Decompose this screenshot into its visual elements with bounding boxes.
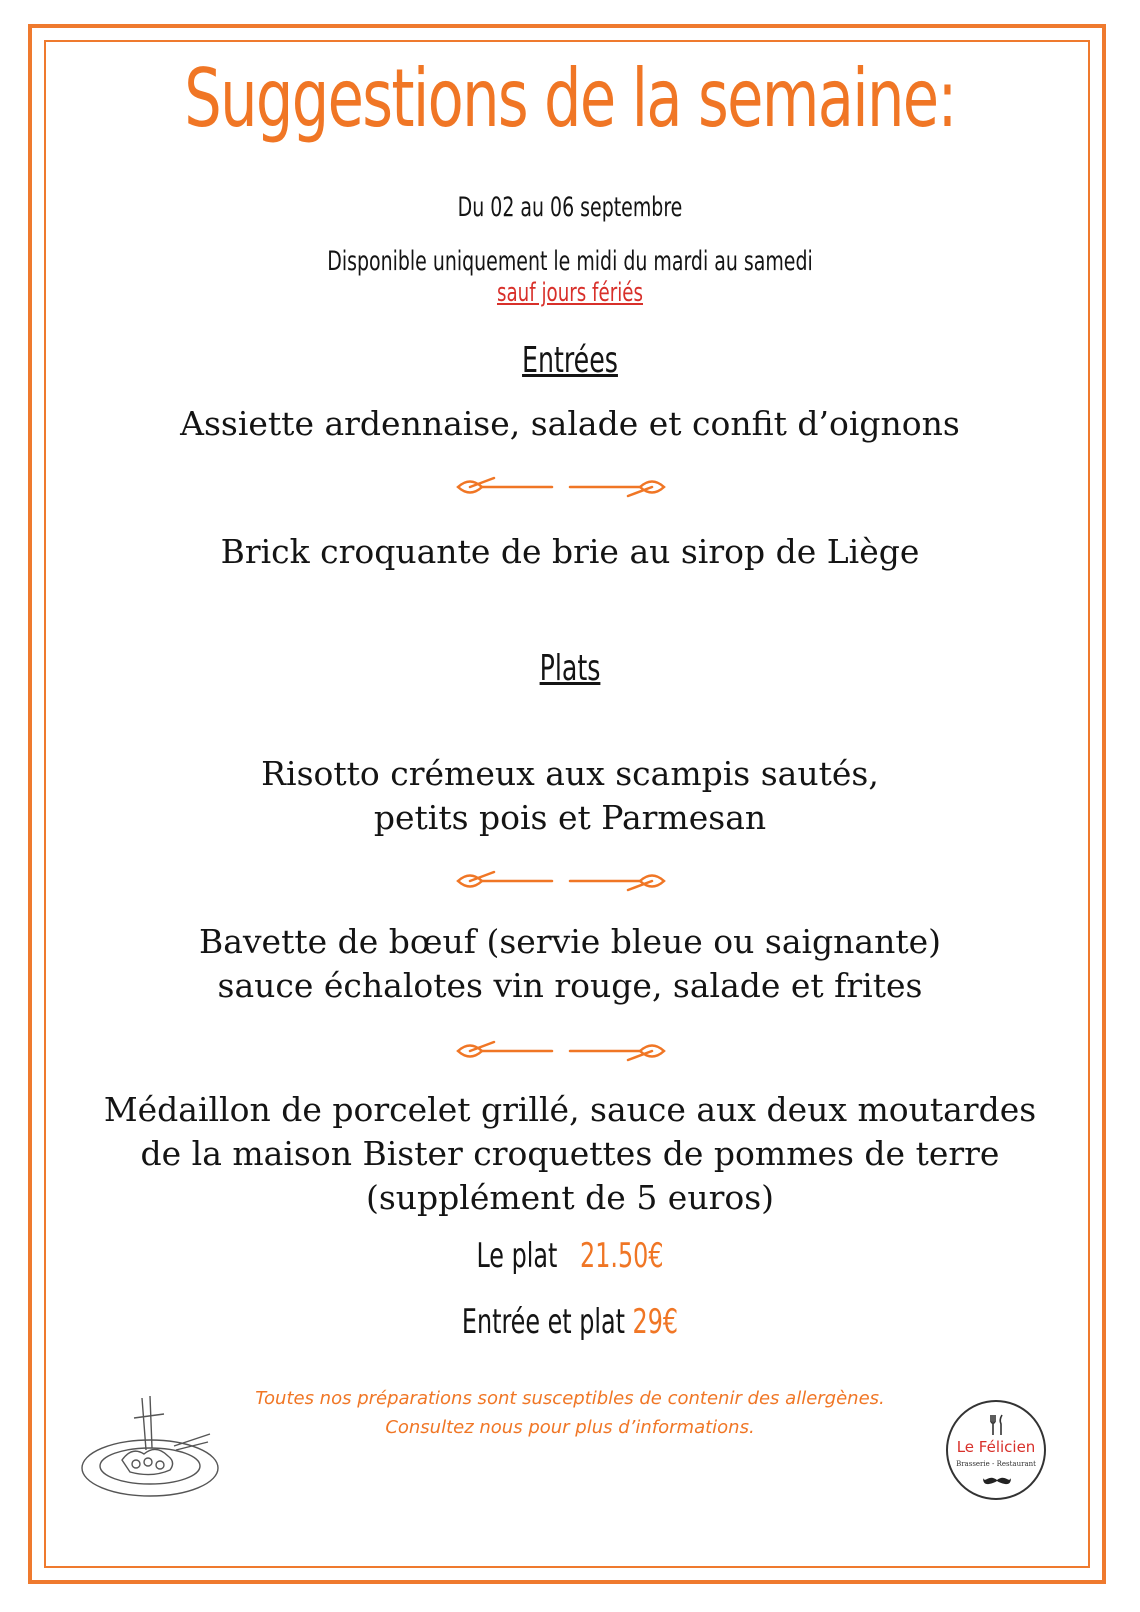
allergen-line-2: Consultez nous pour plus d’informations. xyxy=(385,1417,755,1438)
plat-item-3-line-3: (supplément de 5 euros) xyxy=(365,1178,775,1217)
plat-item-3-line-2: de la maison Bister croquettes de pommes de terre xyxy=(140,1134,1000,1173)
availability-note: Disponible uniquement le midi du mardi au samedi xyxy=(327,246,813,277)
fork-knife-icon xyxy=(988,1414,1006,1436)
price-plat-label: Le plat xyxy=(476,1236,558,1276)
plats-heading: Plats xyxy=(539,648,601,689)
leaf-divider-icon xyxy=(456,472,666,502)
restaurant-logo xyxy=(946,1400,1046,1500)
logo-name: Le Félicien xyxy=(956,1438,1036,1456)
plat-item-3 xyxy=(0,1088,1140,1220)
date-range: Du 02 au 06 septembre xyxy=(457,192,683,223)
plat-item-1-line-1: Risotto crémeux aux scampis sautés, xyxy=(261,754,879,793)
entree-item-2: Brick croquante de brie au sirop de Liège xyxy=(220,532,920,571)
price-combo-value: 29€ xyxy=(632,1302,679,1342)
plat-item-2 xyxy=(0,920,1140,1008)
plat-item-2-line-1: Bavette de bœuf (servie bleue ou saignante) xyxy=(198,922,942,961)
page-title: Suggestions de la semaine: xyxy=(184,52,956,145)
plat-item-3-line-1: Médaillon de porcelet grillé, sauce aux deux moutardes xyxy=(103,1090,1037,1129)
plat-item-1-line-2: petits pois et Parmesan xyxy=(373,798,767,837)
logo-subtitle: Brasserie - Restaurant xyxy=(956,1460,1036,1468)
plat-item-1 xyxy=(0,752,1140,840)
mustache-icon xyxy=(982,1476,1012,1488)
leaf-divider-icon xyxy=(456,1036,666,1066)
plat-item-2-line-2: sauce échalotes vin rouge, salade et frites xyxy=(217,966,923,1005)
price-plat-value: 21.50€ xyxy=(580,1236,664,1276)
entrees-heading: Entrées xyxy=(522,340,618,381)
entree-item-1: Assiette ardennaise, salade et confit d’oignons xyxy=(180,404,960,443)
holiday-exception: sauf jours fériés xyxy=(496,278,644,308)
allergen-line-1: Toutes nos préparations sont susceptibles de contenir des allergènes. xyxy=(255,1388,885,1409)
price-combo xyxy=(125,1302,1014,1342)
plate-illustration-icon xyxy=(72,1388,222,1508)
price-combo-label: Entrée et plat xyxy=(461,1302,625,1342)
price-plat xyxy=(125,1236,1014,1276)
leaf-divider-icon xyxy=(456,866,666,896)
